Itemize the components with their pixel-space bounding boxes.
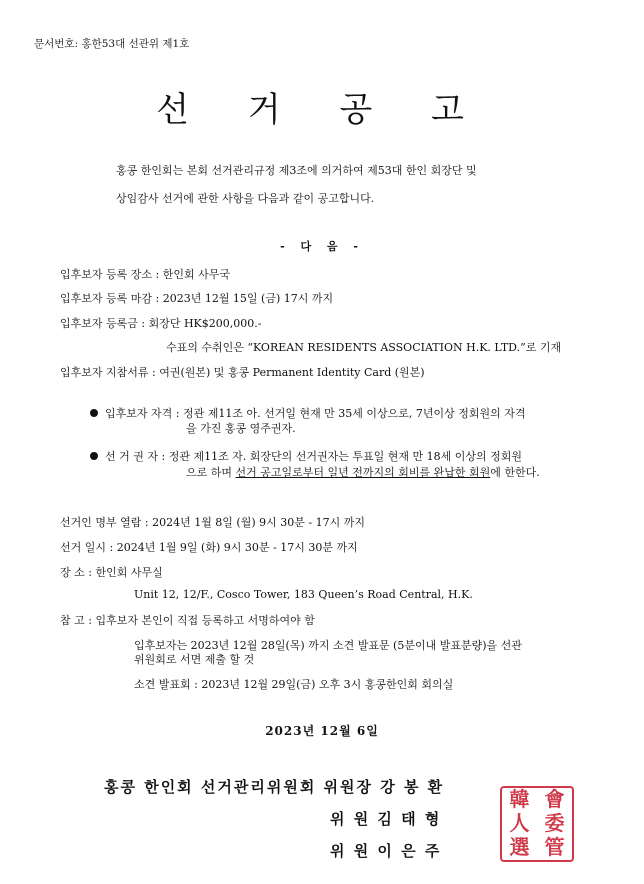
note-1: 입후보자 본인이 직접 등록하고 서명하여야 함 <box>95 614 315 627</box>
payee-note: 수표의 수취인은 “KOREAN RESIDENTS ASSOCIATION H.K. LTD.”로 기재 <box>166 341 562 354</box>
election-place <box>60 564 163 580</box>
seal-char: 人 <box>509 811 530 835</box>
announcement-date: 2023년 12월 6일 <box>265 724 379 738</box>
intro-line-2: 상임감사 선거에 관한 사항을 다음과 같이 공고합니다. <box>116 192 375 205</box>
bullet-icon <box>90 452 98 460</box>
note-2-line-2: 위원회로 서면 제출 할 것 <box>134 653 255 666</box>
qualification-line-1: 입후보자 자격 : 정관 제11조 아. 선거일 현재 만 35세 이상으로, 7년이상 정회원의 자격 <box>105 407 526 420</box>
signature-member-1: 위 원 김 태 형 <box>330 810 442 828</box>
voter-line-2-suffix: 에 한한다. <box>490 466 540 479</box>
voter-item <box>90 448 522 464</box>
seal-char: 管 <box>544 835 565 859</box>
registration-deadline: 입후보자 등록 마감 : 2023년 12월 15일 (금) 17시 까지 <box>60 292 334 305</box>
signature-chair: 홍콩 한인회 선거관리위원회 위원장 강 봉 환 <box>104 778 445 796</box>
seal-char: 韓 <box>509 787 530 811</box>
registration-fee: 입후보자 등록금 : 회장단 HK$200,000.- <box>60 317 262 330</box>
required-documents: 입후보자 지참서류 : 여권(원본) 및 홍콩 Permanent Identity Card (원본) <box>60 366 425 379</box>
election-date: 선거 일시 : 2024년 1월 9일 (화) 9시 30분 - 17시 30분 까지 <box>60 541 358 554</box>
page-title: 선 거 공 고 <box>156 90 488 130</box>
qualification-line-2: 을 가진 홍콩 영주권자. <box>186 422 296 435</box>
voter-line-2-prefix: 으로 하며 <box>186 466 236 479</box>
seal-char: 選 <box>509 835 530 859</box>
note-3: 소견 발표회 : 2023년 12월 29일(금) 오후 3시 홍콩한인회 회의실 <box>134 678 454 691</box>
address: Unit 12, 12/F., Cosco Tower, 183 Queen’s Road Central, H.K. <box>134 588 473 601</box>
notes-label: 참 고 : <box>60 614 92 627</box>
notes <box>60 612 315 628</box>
voter-line-2-underlined: 선거 공고일로부터 일년 전까지의 회비를 완납한 회원 <box>235 466 491 479</box>
voter-roll-viewing: 선거인 명부 열람 : 2024년 1월 8일 (월) 9시 30분 - 17시 까지 <box>60 516 365 529</box>
seal-char: 會 <box>544 787 565 811</box>
document-number: 문서번호: 홍한53대 선관위 제1호 <box>34 38 190 50</box>
bullet-icon <box>90 409 98 417</box>
place-value: 한인회 사무실 <box>95 566 163 579</box>
registration-place: 입후보자 등록 장소 : 한인회 사무국 <box>60 268 230 281</box>
intro-line-1: 홍콩 한인회는 본회 선거관리규정 제3조에 의거하여 제53대 한인 회장단 및 <box>116 164 477 177</box>
note-2-line-1: 입후보자는 2023년 12월 28일(목) 까지 소견 발표문 (5분이내 발표분량)을 선관 <box>134 639 522 652</box>
official-seal <box>500 786 574 862</box>
signature-member-2: 위 원 이 은 주 <box>330 842 442 860</box>
section-heading: - 다 음 - <box>280 240 364 253</box>
place-label: 장 소 : <box>60 566 92 579</box>
voter-line-1: 선 거 권 자 : 정관 제11조 자. 회장단의 선거권자는 투표일 현재 만 18세 이상의 정회원 <box>105 450 523 463</box>
seal-char: 委 <box>544 811 565 835</box>
qualification-item <box>90 405 526 421</box>
voter-line-2 <box>186 464 540 480</box>
